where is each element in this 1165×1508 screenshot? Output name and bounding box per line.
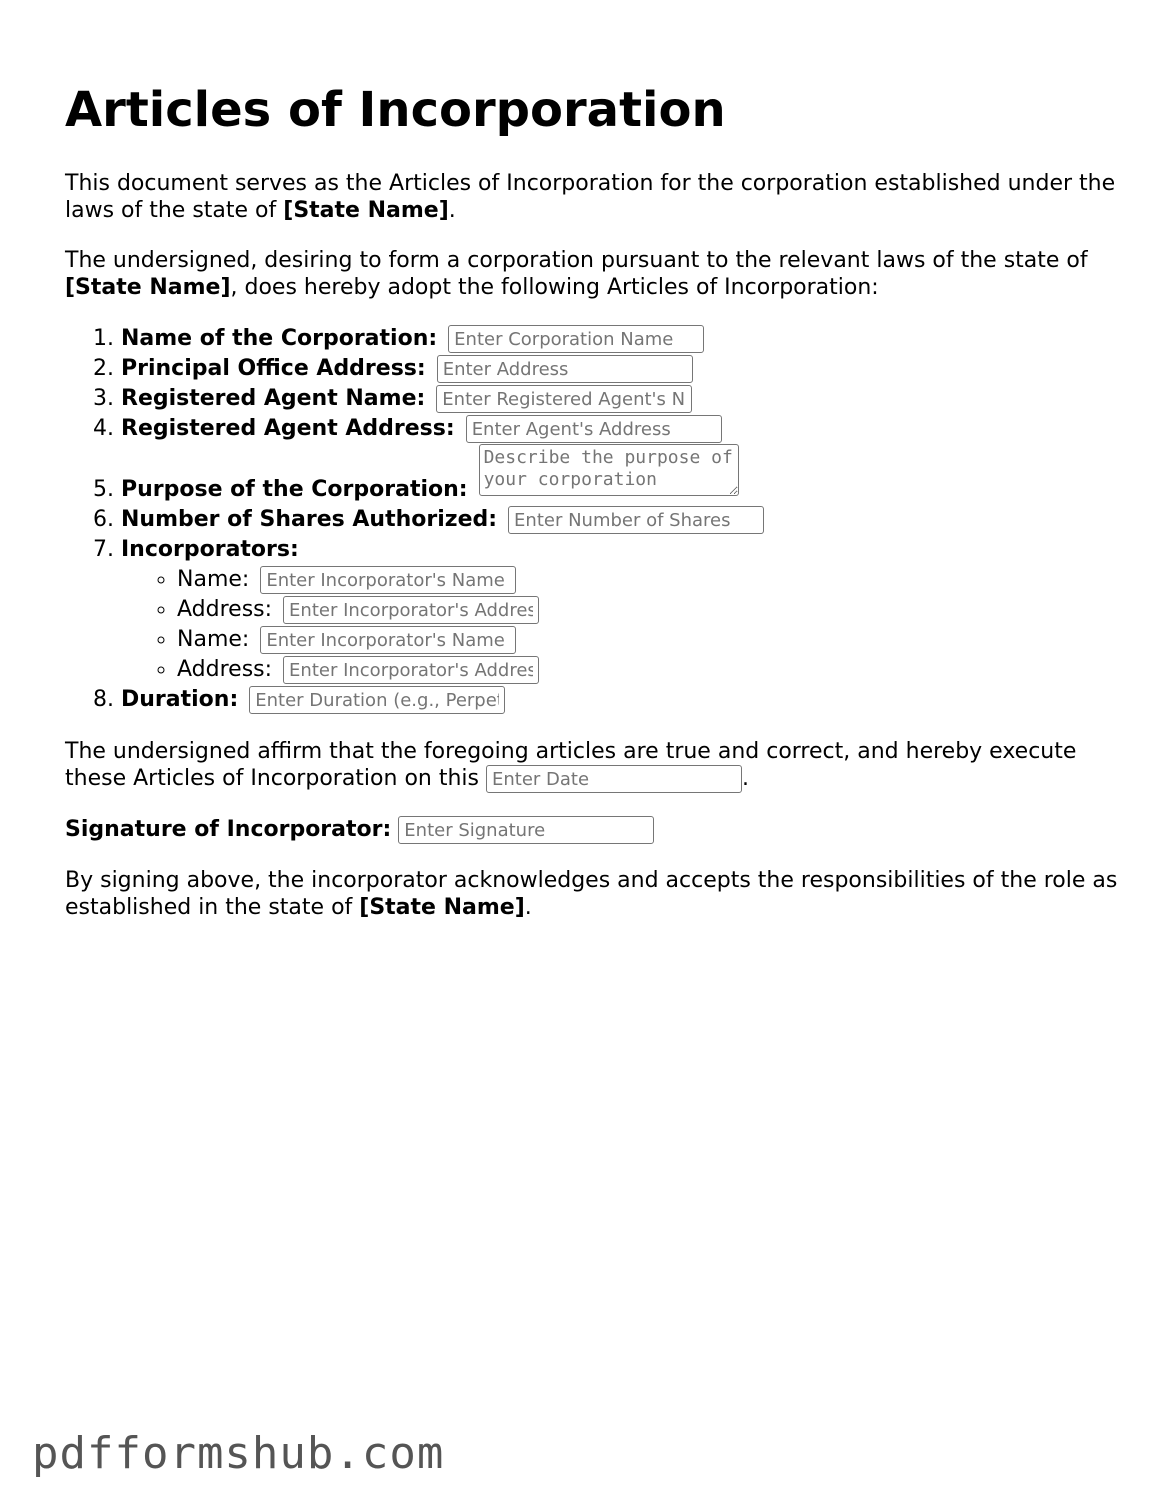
adopt-state-name: [State Name] <box>65 275 231 300</box>
affirm-text: The undersigned affirm that the foregoing articles are true and correct, and hereby execute these Articles of Incorporation on this <box>65 739 1077 791</box>
duration-input[interactable] <box>249 686 505 714</box>
article-shares <box>121 505 1125 535</box>
corporation-name-input[interactable] <box>448 325 704 353</box>
signature-input[interactable] <box>398 816 654 844</box>
page-title: Articles of Incorporation <box>65 82 726 138</box>
signature-row <box>65 816 1125 844</box>
adopt-text: The undersigned, desiring to form a corporation pursuant to the relevant laws of the state of <box>65 248 1088 273</box>
closing-paragraph <box>65 867 1125 921</box>
registered-agent-address-label: Registered Agent Address: <box>121 416 455 441</box>
affirm-paragraph <box>65 738 1125 793</box>
incorporator-1-address-input[interactable] <box>283 596 539 624</box>
intro-state-name: [State Name] <box>283 198 449 223</box>
incorporator-1-name-item <box>177 565 1125 595</box>
incorporator-1-name-input[interactable] <box>260 566 516 594</box>
article-name <box>121 324 1125 354</box>
affirm-end: . <box>741 766 749 791</box>
article-agent-address <box>121 414 1125 444</box>
watermark: pdfformshub.com <box>32 1428 445 1479</box>
intro-end: . <box>448 198 456 223</box>
purpose-textarea[interactable] <box>479 444 739 496</box>
article-incorporators <box>121 535 1125 685</box>
registered-agent-name-label: Registered Agent Name: <box>121 386 426 411</box>
closing-end: . <box>524 895 532 920</box>
shares-label: Number of Shares Authorized: <box>121 507 498 532</box>
duration-label: Duration: <box>121 687 239 712</box>
date-input[interactable] <box>486 765 742 793</box>
incorporator-1-name-label: Name: <box>177 567 250 592</box>
principal-office-label: Principal Office Address: <box>121 356 426 381</box>
registered-agent-address-input[interactable] <box>466 415 722 443</box>
signature-label: Signature of Incorporator: <box>65 817 392 842</box>
article-purpose <box>121 444 1125 505</box>
incorporator-1-address-item <box>177 595 1125 625</box>
corporation-name-label: Name of the Corporation: <box>121 326 438 351</box>
incorporator-2-address-label: Address: <box>177 657 273 682</box>
closing-state-name: [State Name] <box>359 895 525 920</box>
incorporator-2-name-item <box>177 625 1125 655</box>
incorporators-label: Incorporators: <box>121 537 299 562</box>
closing-text: By signing above, the incorporator acknowledges and accepts the responsibilities of the role as established in the state of <box>65 868 1118 920</box>
incorporators-list <box>121 565 1125 685</box>
intro-paragraph <box>65 170 1125 224</box>
purpose-label: Purpose of the Corporation: <box>121 477 468 502</box>
article-office <box>121 354 1125 384</box>
incorporator-2-address-input[interactable] <box>283 656 539 684</box>
shares-input[interactable] <box>508 506 764 534</box>
adopt-end: , does hereby adopt the following Articles of Incorporation: <box>230 275 879 300</box>
registered-agent-name-input[interactable] <box>436 385 692 413</box>
incorporator-2-name-label: Name: <box>177 627 250 652</box>
adopt-paragraph <box>65 247 1125 301</box>
articles-list <box>65 324 1125 715</box>
document <box>65 80 1125 944</box>
article-agent-name <box>121 384 1125 414</box>
article-duration <box>121 685 1125 715</box>
principal-office-input[interactable] <box>437 355 693 383</box>
intro-text: This document serves as the Articles of Incorporation for the corporation established under the laws of the state of <box>65 171 1116 223</box>
incorporator-1-address-label: Address: <box>177 597 273 622</box>
incorporator-2-address-item <box>177 655 1125 685</box>
incorporator-2-name-input[interactable] <box>260 626 516 654</box>
